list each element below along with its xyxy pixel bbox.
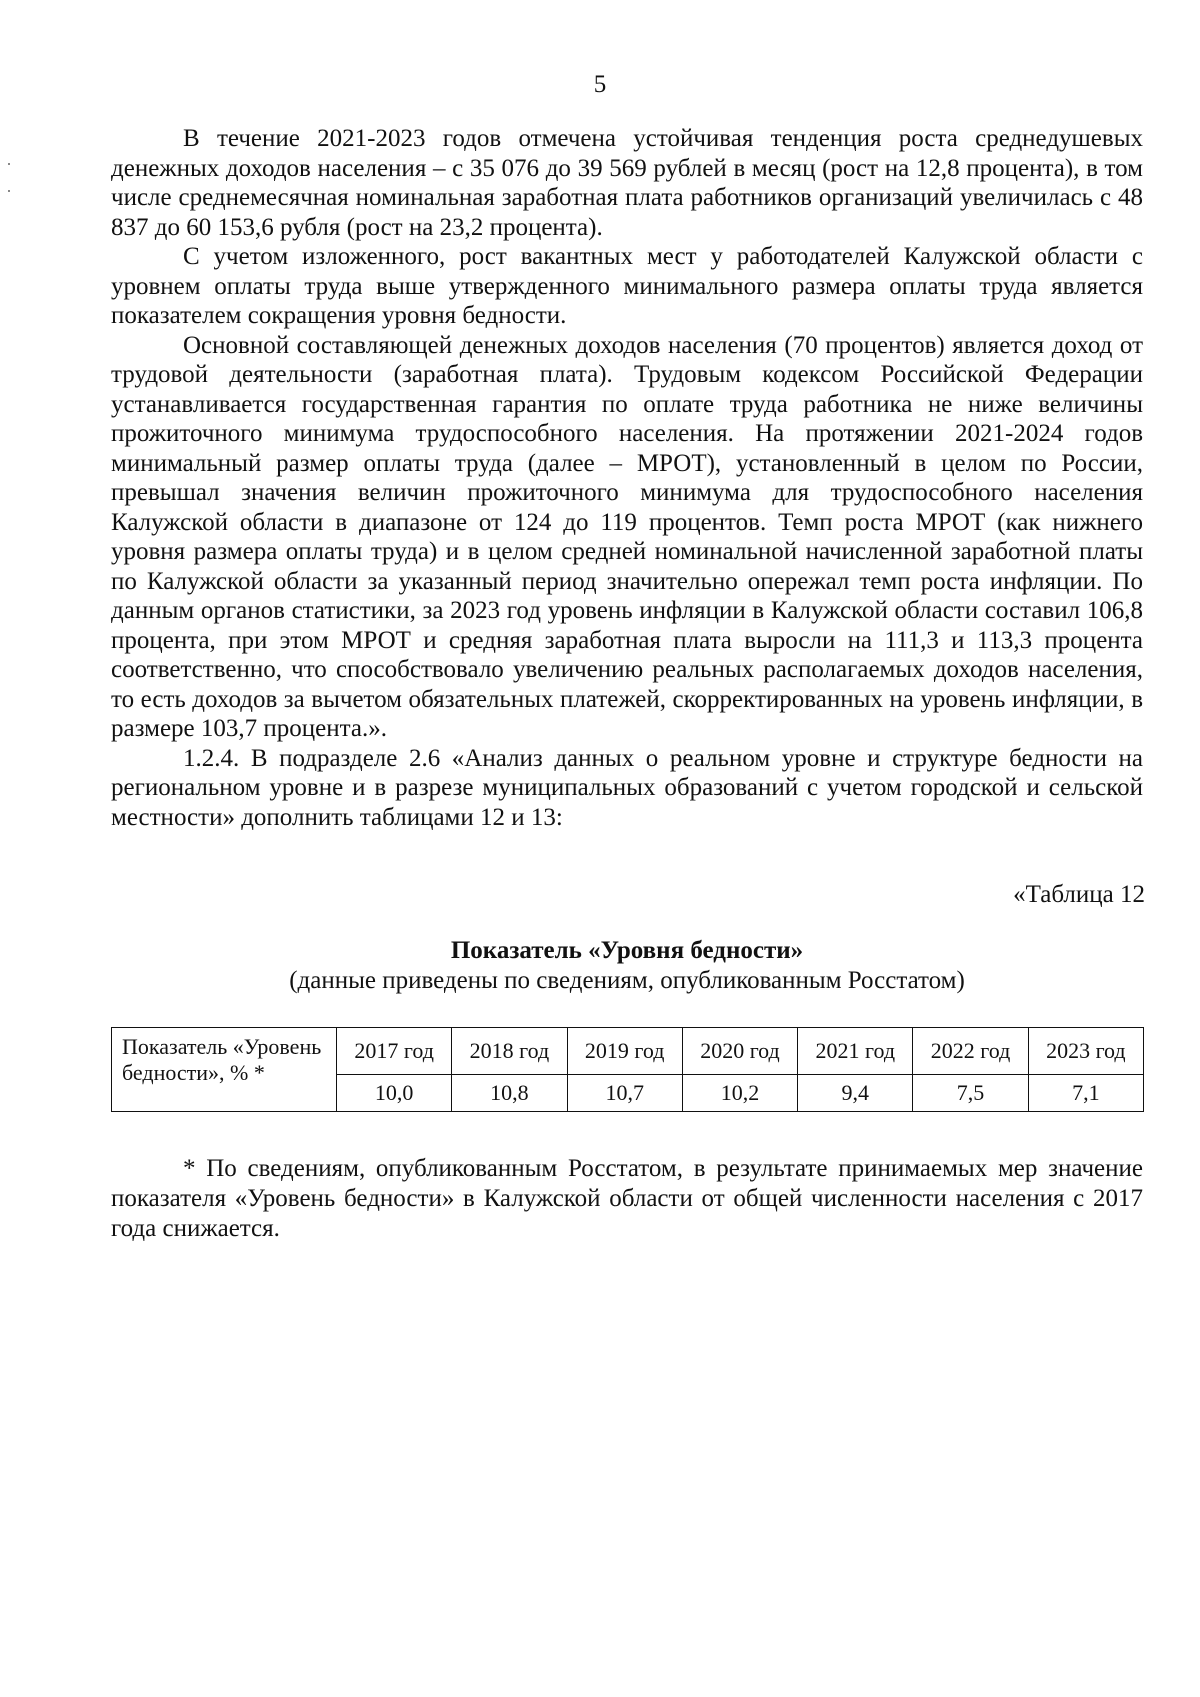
page-number: 5: [593, 71, 607, 98]
document-body: [111, 124, 1143, 832]
footnote-text: * По сведениям, опубликованным Росстатом, в результате принимаемых мер значение показателя «Уровень бедности» в Калужской области от общей численности населения с 2017 года снижается.: [111, 1155, 1143, 1242]
year-header-cell: 2019 год: [567, 1028, 682, 1075]
table-subtitle: (данные приведены по сведениям, опубликованным Росстатом): [289, 967, 965, 994]
value-cell: 10,0: [337, 1075, 452, 1112]
year-header-cell: 2023 год: [1028, 1028, 1143, 1075]
year-header-cell: 2022 год: [913, 1028, 1028, 1075]
value-cell: 10,8: [452, 1075, 567, 1112]
value-cell: 7,5: [913, 1075, 1028, 1112]
year-header-cell: 2021 год: [798, 1028, 913, 1075]
table-title: Показатель «Уровня бедности»: [450, 937, 804, 964]
footnote: [111, 1154, 1143, 1244]
paragraph-income-trend: В течение 2021-2023 годов отмечена устойчивая тенденция роста среднедушевых денежных доходов населения – с 35 076 до 39 569 рублей в месяц (рост на 12,8 процента), в том числе среднемесячная номинальная заработная плата работников организаций увеличилась с 48 837 до 60 153,6 рубля (рост на 23,2 процента).: [111, 125, 1143, 241]
scan-mark: [8, 190, 10, 192]
value-cell: 9,4: [798, 1075, 913, 1112]
value-cell: 10,7: [567, 1075, 682, 1112]
value-cell: 10,2: [682, 1075, 797, 1112]
row-label-cell: Показатель «Уровень бедности», % *: [112, 1028, 337, 1112]
value-cell: 7,1: [1028, 1075, 1143, 1112]
scan-mark: [8, 163, 10, 165]
year-header-cell: 2020 год: [682, 1028, 797, 1075]
paragraph-labor-income: Основной составляющей денежных доходов населения (70 процентов) является доход от трудовой деятельности (заработная плата). Трудовым кодексом Российской Федерации устанавливается государственная гарантия по оплате труда работника не ниже величины прожиточного минимума трудоспособного населения. На протяжении 2021-2024 годов минимальный размер оплаты труда (далее – МРОТ), установленный в целом по России, превышал значения величин прожиточного минимума для трудоспособного населения Калужской области в диапазоне от 124 до 119 процентов. Темп роста МРОТ (как нижнего уровня размера оплаты труда) и в целом средней номинальной начисленной заработной платы по Калужской области за указанный период значительно опережал темп роста инфляции. По данным органов статистики, за 2023 год уровень инфляции в Калужской области составил 106,8 процента, при этом МРОТ и средняя заработная плата выросли на 111,3 и 113,3 процента соответственно, что способствовало увеличению реальных располагаемых доходов населения, то есть доходов за вычетом обязательных платежей, скорректированных на уровень инфляции, в размере 103,7 процента.».: [111, 331, 1143, 742]
table-reference: «Таблица 12: [1013, 881, 1145, 908]
table-header-row: [112, 1028, 1144, 1075]
paragraph-amendment: 1.2.4. В подразделе 2.6 «Анализ данных о реальном уровне и структуре бедности на региональном уровне и в разрезе муниципальных образований с учетом городской и сельской местности» дополнить таблицами 12 и 13:: [111, 744, 1143, 831]
year-header-cell: 2018 год: [452, 1028, 567, 1075]
poverty-level-table: [111, 1027, 1144, 1112]
year-header-cell: 2017 год: [337, 1028, 452, 1075]
paragraph-vacancies: С учетом изложенного, рост вакантных мест у работодателей Калужской области с уровнем оплаты труда выше утвержденного минимального размера оплаты труда является показателем сокращения уровня бедности.: [111, 243, 1143, 329]
